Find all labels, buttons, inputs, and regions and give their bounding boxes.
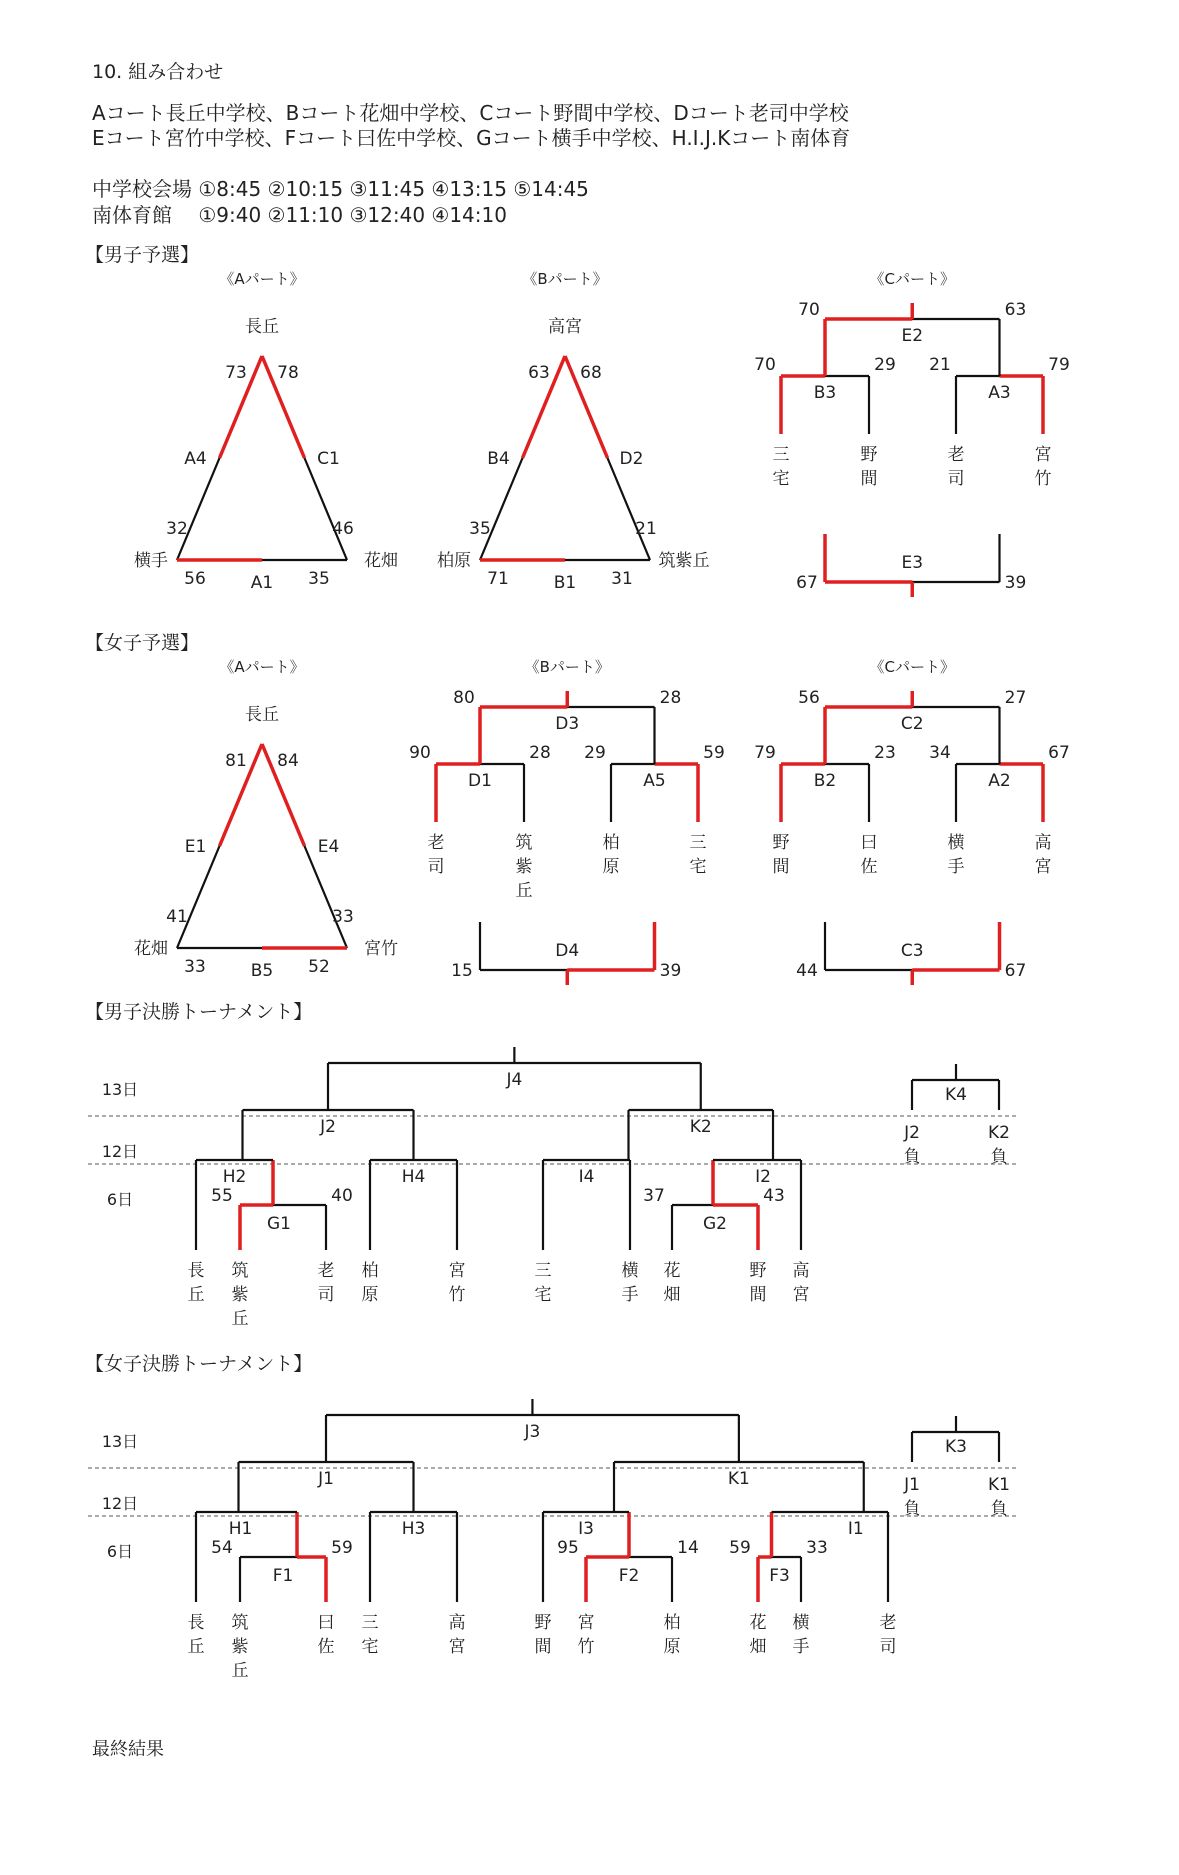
girls-prelim-b-team: 筑 (515, 833, 533, 853)
girls-prelim-c-team: 手 (947, 857, 965, 877)
girls-prelim-b-team: 紫 (515, 857, 533, 877)
boys-prelim-b-match-right: D2 (619, 449, 644, 469)
boys-prelim-a-team-left: 横手 (134, 551, 168, 571)
girls-final-r1-match: F2 (618, 1566, 640, 1586)
girls-prelim-c-third-match: C3 (900, 941, 924, 961)
boys-prelim-a-team-right: 花畑 (364, 551, 398, 571)
boys-prelim-c-score: 63 (1004, 300, 1027, 320)
boys-final-team: 丘 (231, 1309, 249, 1329)
final-results-label: 最終結果 (92, 1739, 164, 1760)
girls-prelim-c-score: 67 (1048, 743, 1070, 763)
girls-final-team: 畑 (749, 1637, 767, 1657)
girls-final-team: 宅 (361, 1637, 379, 1657)
boys-prelim-c-part-title: 《Cパート》 (869, 270, 955, 288)
girls-prelim-a-edge (177, 846, 220, 948)
boys-final-team: 原 (361, 1285, 379, 1305)
girls-final-team: 曰 (317, 1613, 335, 1633)
boys-final-score: 55 (211, 1186, 233, 1206)
boys-prelim-b-part-title: 《Bパート》 (522, 270, 608, 288)
boys-prelim-b-score: 71 (487, 569, 509, 589)
girls-prelim-c-team: 横 (947, 833, 965, 853)
girls-final-s-match: K1 (727, 1469, 750, 1489)
girls-prelim-b-score: 39 (659, 961, 682, 981)
girls-prelim-c-score: 23 (874, 743, 896, 763)
boys-final-placement-team: J2 (904, 1123, 920, 1143)
boys-final-r1-match: G2 (703, 1214, 727, 1234)
girls-prelim-c-team: 宮 (1034, 857, 1052, 877)
boys-final-day-label: 12日 (101, 1142, 139, 1161)
girls-prelim-a-match-right: E4 (317, 837, 340, 857)
girls-final-score: 59 (729, 1538, 751, 1558)
girls-prelim-a-score: 52 (308, 957, 330, 977)
girls-final-team: 紫 (231, 1637, 249, 1657)
girls-prelim-c-score: 27 (1004, 688, 1027, 708)
boys-final-f-match: J4 (506, 1070, 523, 1090)
girls-final-team: 花 (749, 1613, 767, 1633)
girls-prelim-c-semi-match: B2 (813, 771, 837, 791)
girls-final-team: 丘 (231, 1661, 249, 1681)
girls-prelim-a-match-bottom: B5 (250, 961, 274, 981)
girls-final-score: 59 (331, 1538, 353, 1558)
boys-prelim-c-score: 67 (796, 573, 818, 593)
boys-prelim-a-match-bottom: A1 (250, 573, 274, 593)
boys-prelim-c-score: 79 (1048, 355, 1070, 375)
boys-final-team: 野 (749, 1261, 767, 1281)
boys-final-team: 間 (749, 1285, 767, 1305)
girls-final-r1-match: F1 (272, 1566, 294, 1586)
girls-prelim-b-team: 三 (689, 833, 707, 853)
boys-final-team: 三 (534, 1261, 552, 1281)
boys-final-team: 筑 (231, 1261, 249, 1281)
boys-final-team: 柏 (361, 1261, 379, 1281)
girls-prelim-b-semi-match: D1 (468, 771, 492, 791)
girls-final-day-label: 13日 (101, 1432, 139, 1451)
girls-prelim-heading: 【女子予選】 (85, 632, 200, 654)
girls-final-placement-team: 負 (990, 1499, 1008, 1519)
boys-final-s-match: K2 (689, 1117, 712, 1137)
boys-prelim-c-third-match: E3 (901, 553, 924, 573)
girls-prelim-a-team-left: 花畑 (134, 939, 168, 959)
girls-prelim-b-final-match: D3 (555, 714, 580, 734)
boys-final-s-match: J2 (320, 1117, 336, 1137)
girls-final-team: 野 (534, 1613, 552, 1633)
boys-final-score: 40 (331, 1186, 353, 1206)
boys-prelim-c-semi-match: A3 (988, 383, 1011, 403)
girls-final-team: 竹 (577, 1637, 595, 1657)
girls-final-team: 横 (792, 1613, 810, 1633)
boys-prelim-heading: 【男子予選】 (85, 244, 200, 266)
boys-final-placement-team: 負 (903, 1147, 921, 1167)
girls-prelim-c-team: 野 (772, 833, 790, 853)
girls-final-team: 柏 (663, 1613, 681, 1633)
girls-prelim-c-team: 高 (1034, 833, 1052, 853)
girls-final-placement-team: K1 (988, 1475, 1010, 1495)
boys-prelim-a-score: 56 (184, 569, 206, 589)
boys-prelim-a-edge (305, 458, 348, 560)
boys-prelim-c-team: 竹 (1034, 469, 1052, 489)
girls-prelim-a-score: 84 (277, 751, 299, 771)
boys-prelim-c-team: 間 (860, 469, 878, 489)
boys-prelim-b-score: 35 (469, 519, 491, 539)
boys-prelim-c-score: 70 (798, 300, 820, 320)
girls-final-q-match: H1 (228, 1519, 253, 1539)
girls-prelim-c-score: 79 (754, 743, 776, 763)
girls-final-score: 95 (557, 1538, 579, 1558)
boys-final-score: 43 (763, 1186, 785, 1206)
boys-final-team: 紫 (231, 1285, 249, 1305)
girls-final-s-match: J1 (318, 1469, 334, 1489)
girls-final-team: 司 (879, 1637, 897, 1657)
boys-prelim-a-score: 32 (166, 519, 188, 539)
girls-prelim-c-score: 67 (1004, 961, 1027, 981)
boys-final-team: 宮 (448, 1261, 466, 1281)
boys-prelim-c-score: 39 (1004, 573, 1027, 593)
girls-final-team: 原 (663, 1637, 681, 1657)
girls-final-team: 高 (448, 1613, 466, 1633)
boys-final-placement-match: K4 (945, 1085, 967, 1105)
boys-prelim-a-score: 46 (332, 519, 354, 539)
boys-final-team: 老 (317, 1261, 335, 1281)
boys-prelim-b-team-right: 筑紫丘 (658, 551, 710, 571)
girls-prelim-b-team: 老 (427, 833, 445, 853)
girls-final-q-match: I3 (578, 1519, 594, 1539)
girls-final-team: 三 (361, 1613, 379, 1633)
boys-prelim-b-match-bottom: B1 (553, 573, 577, 593)
boys-prelim-c-score: 29 (874, 355, 896, 375)
boys-prelim-a-match-left: A4 (184, 449, 207, 469)
girls-prelim-b-score: 90 (409, 743, 431, 763)
girls-final-day-label: 12日 (101, 1494, 139, 1513)
girls-prelim-c-team: 曰 (860, 833, 878, 853)
boys-prelim-c-team: 司 (947, 469, 965, 489)
girls-prelim-a-score: 41 (166, 907, 188, 927)
boys-final-day-label: 13日 (101, 1080, 139, 1099)
boys-prelim-c-final-match: E2 (901, 326, 924, 346)
boys-final-team: 長 (187, 1261, 205, 1281)
girls-prelim-c-final-match: C2 (900, 714, 924, 734)
girls-prelim-a-team-top: 長丘 (245, 705, 279, 725)
boys-final-q-match: I2 (755, 1167, 771, 1187)
boys-prelim-c-team: 宅 (772, 469, 790, 489)
boys-prelim-b-score: 31 (611, 569, 633, 589)
boys-prelim-c-score: 70 (754, 355, 776, 375)
boys-prelim-a-match-right: C1 (317, 449, 340, 469)
boys-prelim-b-edge (480, 458, 523, 560)
boys-prelim-c-team: 野 (860, 445, 878, 465)
schedule-line-1: 中学校会場 ①8:45 ②10:15 ③11:45 ④13:15 ⑤14:45 (92, 177, 589, 201)
girls-final-day-label: 6日 (106, 1542, 134, 1561)
boys-prelim-a-score: 78 (277, 363, 299, 383)
girls-prelim-b-part-title: 《Bパート》 (524, 658, 610, 676)
boys-prelim-b-score: 68 (580, 363, 602, 383)
girls-prelim-b-score: 29 (584, 743, 606, 763)
boys-final-day-label: 6日 (106, 1190, 134, 1209)
boys-prelim-a-team-top: 長丘 (245, 317, 279, 337)
girls-prelim-b-team: 原 (602, 857, 620, 877)
boys-final-heading: 【男子決勝トーナメント】 (85, 1001, 313, 1023)
girls-prelim-c-score: 34 (929, 743, 951, 763)
girls-prelim-c-score: 56 (798, 688, 820, 708)
girls-prelim-a-score: 81 (225, 751, 247, 771)
boys-final-team: 手 (621, 1285, 639, 1305)
girls-prelim-c-team: 佐 (860, 857, 878, 877)
boys-prelim-b-team-top: 高宮 (548, 317, 582, 337)
girls-final-team: 丘 (187, 1637, 205, 1657)
girls-prelim-a-part-title: 《Aパート》 (219, 658, 305, 676)
boys-prelim-b-match-left: B4 (487, 449, 510, 469)
girls-final-team: 間 (534, 1637, 552, 1657)
boys-prelim-a-score: 73 (225, 363, 247, 383)
boys-final-q-match: H4 (401, 1167, 426, 1187)
schedule-line-2: 南体育館 ①9:40 ②11:10 ③12:40 ④14:10 (92, 203, 507, 227)
boys-prelim-c-team: 三 (772, 445, 790, 465)
girls-final-r1-match: F3 (769, 1566, 790, 1586)
boys-final-team: 花 (663, 1261, 681, 1281)
boys-final-q-match: I4 (578, 1167, 595, 1187)
boys-prelim-a-edge (177, 458, 220, 560)
boys-prelim-c-semi-match: B3 (813, 383, 837, 403)
girls-prelim-b-team: 丘 (515, 881, 533, 901)
girls-prelim-b-semi-match: A5 (643, 771, 666, 791)
girls-final-team: 佐 (317, 1637, 335, 1657)
boys-prelim-a-part-title: 《Aパート》 (219, 270, 305, 288)
girls-prelim-b-score: 28 (659, 688, 682, 708)
boys-prelim-c-team: 宮 (1034, 445, 1052, 465)
girls-final-placement-team: J1 (904, 1475, 920, 1495)
boys-prelim-c-score: 21 (929, 355, 951, 375)
girls-prelim-b-third-match: D4 (555, 941, 580, 961)
girls-final-score: 14 (677, 1538, 699, 1558)
girls-final-q-match: I1 (847, 1519, 864, 1539)
girls-final-team: 老 (879, 1613, 897, 1633)
girls-final-team: 宮 (448, 1637, 466, 1657)
girls-prelim-b-score: 15 (451, 961, 473, 981)
boys-final-team: 丘 (187, 1285, 205, 1305)
boys-prelim-c-team: 老 (947, 445, 965, 465)
girls-final-placement-match: K3 (945, 1437, 967, 1457)
boys-final-team: 司 (317, 1285, 335, 1305)
girls-prelim-b-score: 28 (529, 743, 551, 763)
court-assignment-line-1: Aコート長丘中学校、Bコート花畑中学校、Cコート野間中学校、Dコート老司中学校 (92, 101, 849, 125)
girls-final-heading: 【女子決勝トーナメント】 (85, 1353, 313, 1375)
court-assignment-line-2: Eコート宮竹中学校、Fコート曰佐中学校、Gコート横手中学校、H.I.J.Kコート南体育 (92, 126, 851, 150)
girls-prelim-a-match-left: E1 (184, 837, 207, 857)
boys-prelim-b-score: 63 (528, 363, 550, 383)
boys-prelim-b-score: 21 (635, 519, 657, 539)
boys-final-placement-team: 負 (990, 1147, 1008, 1167)
boys-final-team: 竹 (448, 1285, 466, 1305)
girls-prelim-c-semi-match: A2 (988, 771, 1011, 791)
girls-final-score: 54 (211, 1538, 233, 1558)
girls-final-team: 宮 (577, 1613, 595, 1633)
girls-prelim-b-score: 80 (453, 688, 475, 708)
girls-final-q-match: H3 (401, 1519, 426, 1539)
boys-final-team: 宮 (792, 1285, 810, 1305)
girls-final-placement-team: 負 (903, 1499, 921, 1519)
boys-final-score: 37 (643, 1186, 665, 1206)
boys-final-q-match: H2 (222, 1167, 247, 1187)
boys-final-team: 横 (621, 1261, 639, 1281)
boys-final-r1-match: G1 (267, 1214, 291, 1234)
girls-prelim-b-team: 司 (427, 857, 445, 877)
girls-final-team: 手 (792, 1637, 810, 1657)
boys-prelim-b-team-left: 柏原 (437, 551, 471, 571)
girls-prelim-a-score: 33 (332, 907, 354, 927)
item-heading: 10. 組み合わせ (92, 61, 224, 83)
boys-prelim-b-edge (608, 458, 651, 560)
girls-prelim-b-team: 宅 (689, 857, 707, 877)
boys-final-team: 畑 (663, 1285, 681, 1305)
boys-final-team: 高 (792, 1261, 810, 1281)
girls-final-team: 筑 (231, 1613, 249, 1633)
girls-prelim-a-team-right: 宮竹 (364, 939, 398, 959)
girls-final-team: 長 (187, 1613, 205, 1633)
girls-prelim-c-score: 44 (796, 961, 818, 981)
girls-prelim-b-score: 59 (703, 743, 725, 763)
boys-prelim-a-score: 35 (308, 569, 330, 589)
girls-final-f-match: J3 (524, 1422, 541, 1442)
girls-prelim-c-part-title: 《Cパート》 (869, 658, 955, 676)
girls-prelim-a-score: 33 (184, 957, 206, 977)
boys-final-team: 宅 (534, 1285, 552, 1305)
girls-prelim-a-edge (305, 846, 348, 948)
girls-final-score: 33 (806, 1538, 828, 1558)
girls-prelim-c-team: 間 (772, 857, 790, 877)
girls-prelim-b-team: 柏 (602, 833, 620, 853)
boys-final-placement-team: K2 (988, 1123, 1010, 1143)
